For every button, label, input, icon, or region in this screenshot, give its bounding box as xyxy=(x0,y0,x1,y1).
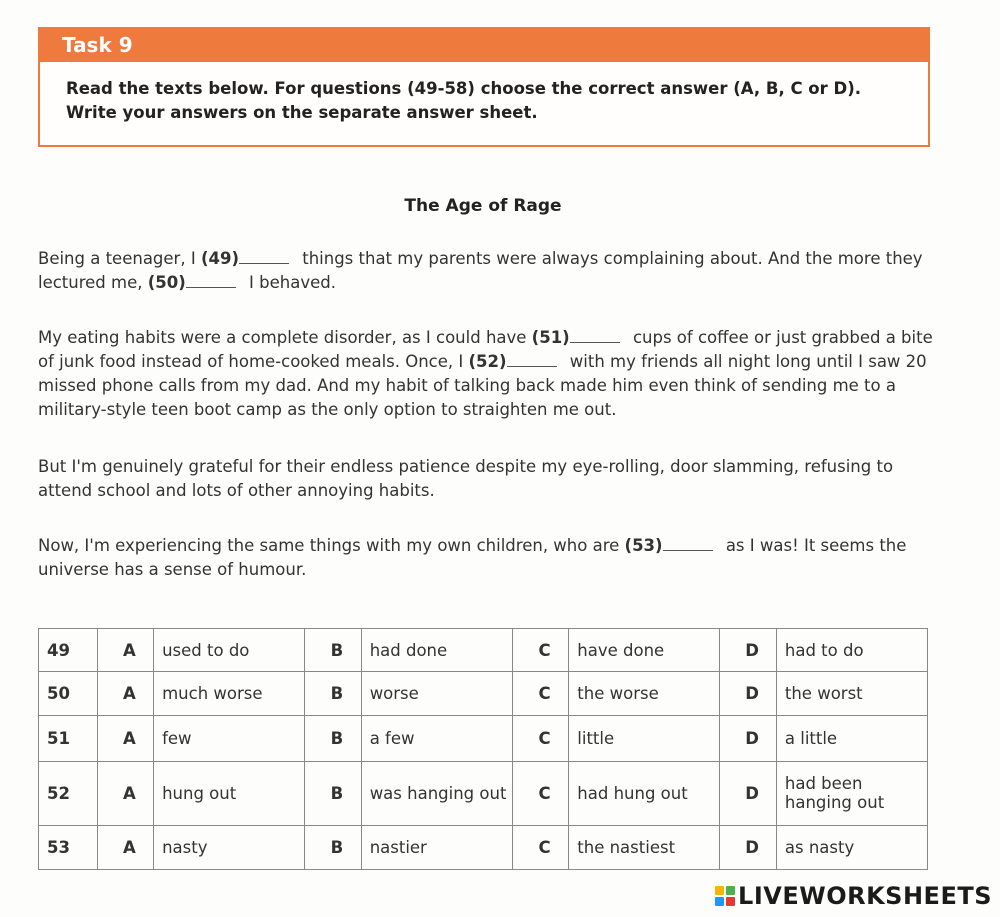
option-letter-a[interactable]: A xyxy=(97,672,154,716)
option-c-text[interactable]: little xyxy=(569,716,720,761)
question-row xyxy=(39,716,928,761)
option-letter-c[interactable]: C xyxy=(512,761,569,825)
option-letter-c[interactable]: C xyxy=(512,629,569,672)
option-letter-c[interactable]: C xyxy=(512,716,569,761)
gap-53-blank[interactable] xyxy=(663,536,713,551)
task-title: Task 9 xyxy=(40,29,928,62)
question-number: 51 xyxy=(39,716,98,761)
paragraph-text: I behaved. xyxy=(243,273,336,292)
paragraph-text: with my friends all night long until I saw 20 missed phone calls from my dad. And my habit of talking back made him even think of sending me to a military-style teen boot camp as the only option to straighten me out. xyxy=(38,352,927,419)
gap-49-label: (49) xyxy=(200,249,239,268)
option-c-text[interactable]: have done xyxy=(569,629,720,672)
paragraph-4 xyxy=(38,534,933,582)
gap-50-label: (50) xyxy=(147,273,186,292)
option-c-text[interactable]: had hung out xyxy=(569,761,720,825)
logo-text: LIVEWORKSHEETS xyxy=(738,882,992,910)
option-c-text[interactable]: the worse xyxy=(569,672,720,716)
gap-51-label: (51) xyxy=(531,328,570,347)
option-letter-b[interactable]: B xyxy=(305,672,362,716)
task-instructions: Read the texts below. For questions (49-58) choose the correct answer (A, B, C or D). Write your answers on the separate answer sheet. xyxy=(66,79,862,122)
option-a-text[interactable]: used to do xyxy=(154,629,305,672)
question-number: 52 xyxy=(39,761,98,825)
option-letter-a[interactable]: A xyxy=(97,761,154,825)
option-a-text[interactable]: hung out xyxy=(154,761,305,825)
option-letter-b[interactable]: B xyxy=(305,716,362,761)
option-d-text[interactable]: a little xyxy=(776,716,927,761)
option-letter-c[interactable]: C xyxy=(512,672,569,716)
option-a-text[interactable]: few xyxy=(154,716,305,761)
paragraph-text: cups of coffee or just grabbed a bite of junk food instead of home-cooked meals. Once, I xyxy=(38,328,933,371)
gap-52-blank[interactable] xyxy=(507,352,557,367)
option-letter-c[interactable]: C xyxy=(512,825,569,869)
option-b-text[interactable]: was hanging out xyxy=(361,761,512,825)
gap-53-label: (53) xyxy=(624,536,663,555)
paragraph-text: My eating habits were a complete disorder, as I could have xyxy=(38,328,532,347)
task-box xyxy=(38,27,930,147)
option-d-text[interactable]: had to do xyxy=(776,629,927,672)
option-a-text[interactable]: much worse xyxy=(154,672,305,716)
question-row xyxy=(39,825,928,869)
liveworksheets-logo xyxy=(715,881,992,911)
logo-grid-icon xyxy=(715,886,735,906)
question-number: 50 xyxy=(39,672,98,716)
option-d-text[interactable]: the worst xyxy=(776,672,927,716)
option-letter-d[interactable]: D xyxy=(720,629,777,672)
paragraph-2 xyxy=(38,326,933,422)
option-b-text[interactable]: had done xyxy=(361,629,512,672)
option-d-text[interactable]: had been hanging out xyxy=(776,761,927,825)
option-b-text[interactable]: worse xyxy=(361,672,512,716)
answer-options-table xyxy=(38,628,928,870)
option-a-text[interactable]: nasty xyxy=(154,825,305,869)
question-row xyxy=(39,672,928,716)
text-title: The Age of Rage xyxy=(404,196,562,216)
option-letter-d[interactable]: D xyxy=(720,716,777,761)
option-letter-a[interactable]: A xyxy=(97,716,154,761)
paragraph-1 xyxy=(38,247,933,295)
question-number: 53 xyxy=(39,825,98,869)
question-number: 49 xyxy=(39,629,98,672)
gap-51-blank[interactable] xyxy=(570,328,620,343)
option-letter-a[interactable]: A xyxy=(97,629,154,672)
option-letter-d[interactable]: D xyxy=(720,825,777,869)
option-b-text[interactable]: a few xyxy=(361,716,512,761)
question-row xyxy=(39,629,928,672)
option-b-text[interactable]: nastier xyxy=(361,825,512,869)
option-letter-b[interactable]: B xyxy=(305,629,362,672)
option-c-text[interactable]: the nastiest xyxy=(569,825,720,869)
paragraph-text: things that my parents were always complaining about. And the more they lectured me, xyxy=(38,249,923,292)
gap-52-label: (52) xyxy=(468,352,507,371)
option-letter-d[interactable]: D xyxy=(720,672,777,716)
gap-50-blank[interactable] xyxy=(186,273,236,288)
option-letter-b[interactable]: B xyxy=(305,825,362,869)
gap-49-blank[interactable] xyxy=(239,249,289,264)
option-d-text[interactable]: as nasty xyxy=(776,825,927,869)
paragraph-text: Being a teenager, I xyxy=(38,249,201,268)
option-letter-b[interactable]: B xyxy=(305,761,362,825)
option-letter-a[interactable]: A xyxy=(97,825,154,869)
question-row xyxy=(39,761,928,825)
paragraph-text: Now, I'm experiencing the same things with my own children, who are xyxy=(38,536,625,555)
paragraph-3: But I'm genuinely grateful for their endless patience despite my eye-rolling, door slamming, refusing to attend school and lots of other annoying habits. xyxy=(38,457,894,500)
option-letter-d[interactable]: D xyxy=(720,761,777,825)
paragraph-text: as I was! It seems the universe has a sense of humour. xyxy=(38,536,907,579)
